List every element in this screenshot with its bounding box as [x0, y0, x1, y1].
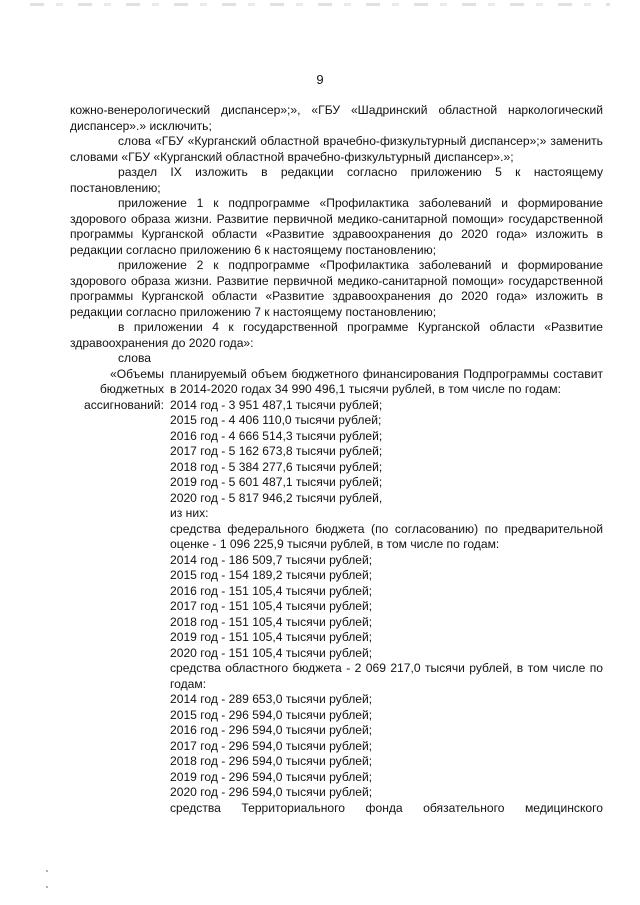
paragraph-3: раздел IX изложить в редакции согласно приложению 5 к настоящему постановлению; — [70, 165, 603, 195]
year-regional: 2019 год - 296 594,0 тысячи рублей; — [170, 769, 373, 784]
paragraph-5: приложение 2 к подпрограмме «Профилактика заболеваний и формирование здорового образа жизни. Развитие первичной медико-санитарной помощи» государственной программы Курганской области «Развитие здравоохранения до 2020 года» изложить в редакции согласно приложению 7 к настоящему постановлению; — [70, 258, 603, 319]
year-total: 2014 год - 3 951 487,1 тысячи рублей; — [170, 397, 383, 412]
year-federal: 2016 год - 151 105,4 тысячи рублей; — [170, 583, 373, 598]
paragraph-4: приложение 1 к подпрограмме «Профилактика заболеваний и формирование здорового образа жизни. Развитие первичной медико-санитарной помощи» государственной программы Курганской области «Развитие здравоохранения до 2020 года» изложить в редакции согласно приложению 6 к настоящему постановлению; — [70, 196, 603, 257]
year-regional: 2015 год - 296 594,0 тысячи рублей; — [170, 707, 373, 722]
budget-table — [70, 367, 603, 817]
year-federal: 2019 год - 151 105,4 тысячи рублей; — [170, 630, 373, 644]
label-line: бюджетных — [99, 382, 164, 396]
page-number: 9 — [316, 72, 324, 87]
paragraph-2: слова «ГБУ «Курганский областной врачебно-физкультурный диспансер»;» заменить словами «ГБУ «Курганский областной врачебно-физкультурный диспансер».»; — [70, 134, 603, 164]
year-regional: 2018 год - 296 594,0 тысячи рублей; — [170, 754, 373, 768]
year-federal: 2017 год - 151 105,4 тысячи рублей; — [170, 599, 373, 613]
year-total: 2017 год - 5 162 673,8 тысячи рублей; — [170, 444, 383, 458]
scan-artifact-dot — [46, 886, 48, 888]
year-regional: 2020 год - 296 594,0 тысячи рублей; — [170, 785, 373, 799]
document-body — [70, 103, 603, 816]
year-total: 2015 год - 4 406 110,0 тысячи рублей; — [170, 413, 382, 427]
paragraph-6: в приложении 4 к государственной программе Курганской области «Развитие здравоохранения до 2020 года»: — [70, 320, 603, 350]
year-regional: 2014 год - 289 653,0 тысячи рублей; — [170, 692, 373, 706]
year-federal: 2015 год - 154 189,2 тысячи рублей; — [170, 568, 373, 582]
year-federal: 2014 год - 186 509,7 тысячи рублей; — [170, 552, 373, 567]
budget-table-label — [70, 367, 168, 817]
year-federal: 2020 год - 151 105,4 тысячи рублей; — [170, 645, 373, 660]
paragraph-1: кожно-венерологический диспансер»;», «ГБУ «Шадринский областной наркологический диспансер».» исключить; — [70, 103, 603, 133]
scan-artifact-top — [30, 3, 610, 6]
year-regional: 2016 год - 296 594,0 тысячи рублей; — [170, 723, 373, 737]
year-federal: 2018 год - 151 105,4 тысячи рублей; — [170, 614, 373, 629]
federal-budget-intro: средства федерального бюджета (по согласованию) по предварительной оценке - 1 096 225,9 тысячи рублей, в том числе по годам: — [170, 521, 603, 551]
paragraph-7: слова — [118, 351, 151, 365]
year-total: 2019 год - 5 601 487,1 тысячи рублей; — [170, 475, 383, 489]
budget-table-content — [168, 367, 603, 817]
scan-artifact-dot — [46, 870, 48, 872]
label-line: «Объемы — [110, 366, 164, 381]
label-line: ассигнований: — [84, 397, 164, 412]
regional-budget-intro: средства областного бюджета - 2 069 217,0 тысячи рублей, в том числе по годам: — [170, 661, 603, 691]
year-total: 2020 год - 5 817 946,2 тысячи рублей, — [170, 490, 383, 505]
budget-intro: планируемый объем бюджетного финансирования Подпрограммы составит в 2014-2020 годах 34 990 496,1 тысячи рублей, в том числе по годам: — [170, 366, 603, 396]
of-them-label: из них: — [170, 506, 209, 520]
year-regional: 2017 год - 296 594,0 тысячи рублей; — [170, 738, 373, 753]
year-total: 2018 год - 5 384 277,6 тысячи рублей; — [170, 459, 383, 474]
territorial-fund-line: средства Территориального фонда обязательного медицинского — [170, 800, 603, 815]
year-total: 2016 год - 4 666 514,3 тысячи рублей; — [170, 428, 383, 443]
